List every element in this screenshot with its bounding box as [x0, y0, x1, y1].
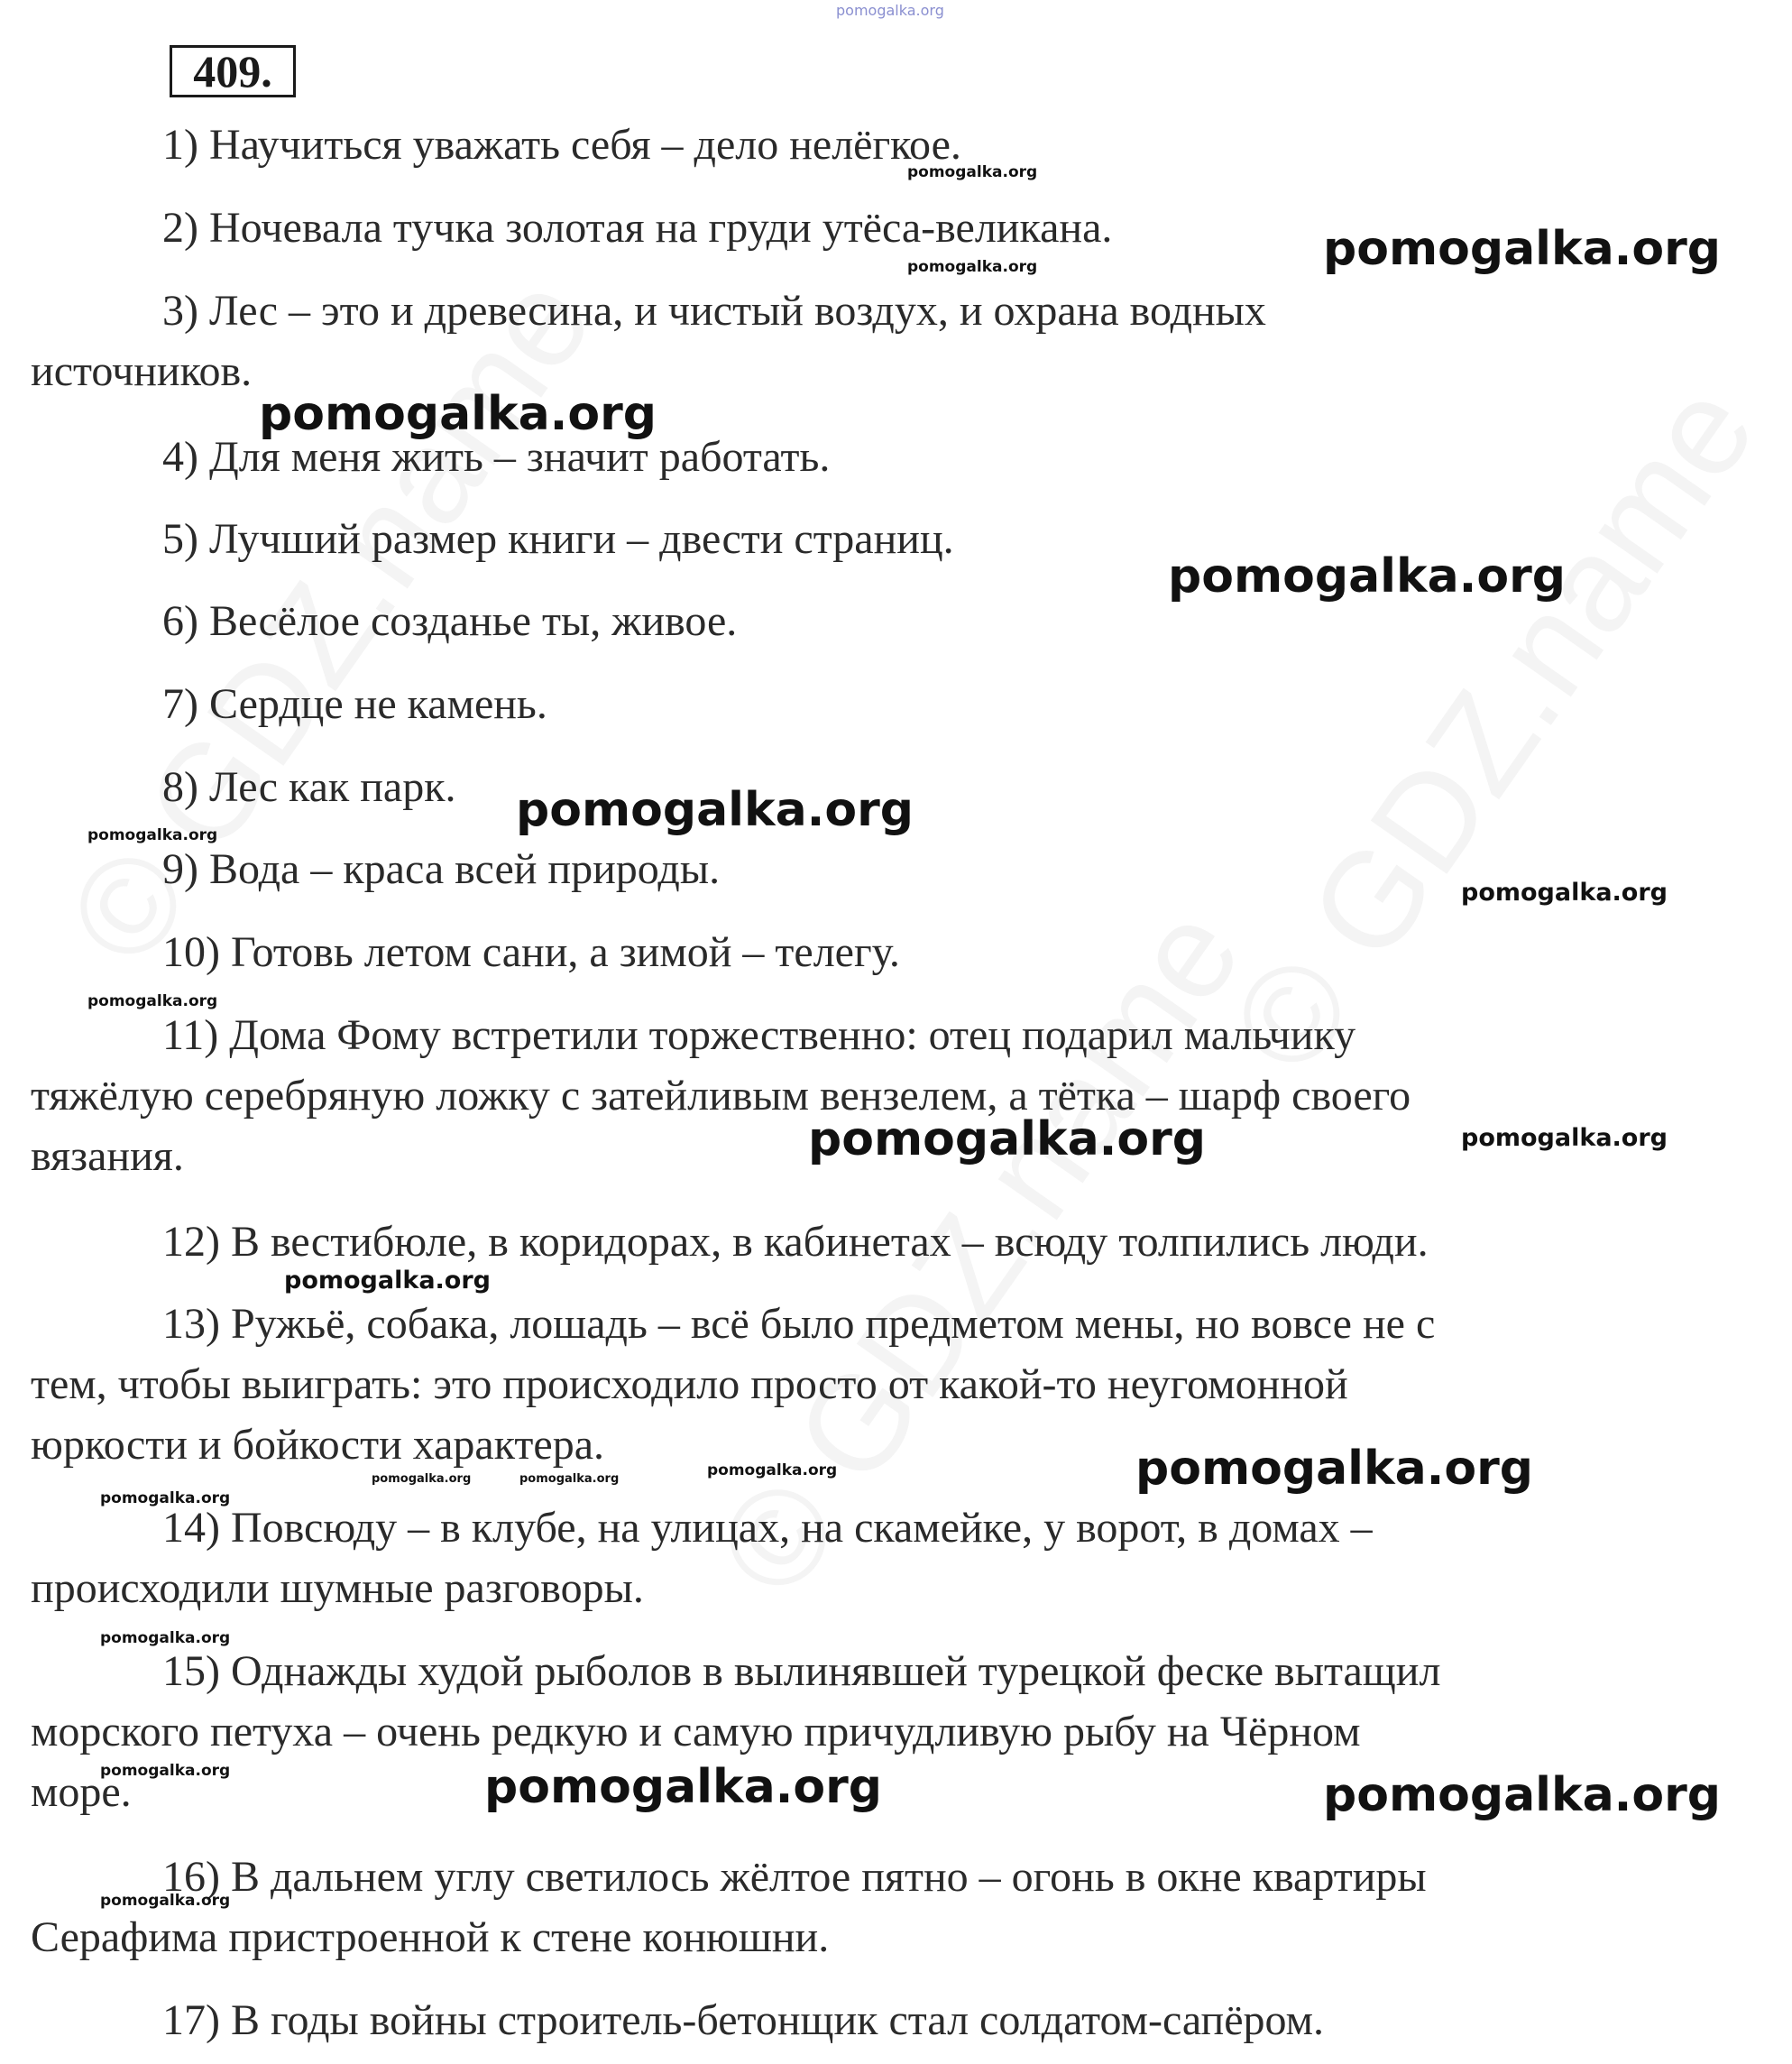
watermark-small: pomogalka.org	[100, 1489, 231, 1507]
watermark-large: pomogalka.org	[1323, 222, 1722, 276]
watermark-small: pomogalka.org	[100, 1892, 231, 1910]
sentence-15-line-2: морского петуха – очень редкую и самую причудливую рыбу на Чёрном	[31, 1708, 1361, 1755]
sentence-16-line-2: Серафима пристроенной к стене конюшни.	[31, 1913, 830, 1961]
watermark-large: pomogalka.org	[259, 387, 657, 441]
sentence-11-line-1: 11) Дома Фому встретили торжественно: отец подарил мальчику	[162, 1011, 1356, 1059]
watermark-large: pomogalka.org	[484, 1760, 883, 1814]
watermark-small: pomogalka.org	[707, 1461, 838, 1479]
sentence-5-line-1: 5) Лучший размер книги – двести страниц.	[162, 515, 954, 563]
watermark-medium: pomogalka.org	[1461, 1124, 1668, 1152]
sentence-2-line-1: 2) Ночевала тучка золотая на груди утёса-великана.	[162, 204, 1113, 252]
sentence-13-line-2: тем, чтобы выиграть: это происходило просто от какой-то неугомонной	[31, 1360, 1348, 1408]
sentence-1-line-1: 1) Научиться уважать себя – дело нелёгкое.	[162, 121, 961, 169]
sentence-11-line-3: вязания.	[31, 1132, 184, 1180]
sentence-3-line-1: 3) Лес – это и древесина, и чистый воздух, и охрана водных	[162, 287, 1266, 335]
sentence-14-line-1: 14) Повсюду – в клубе, на улицах, на скамейке, у ворот, в домах –	[162, 1504, 1373, 1552]
watermark-small: pomogalka.org	[87, 992, 218, 1010]
watermark-small: pomogalka.org	[907, 258, 1038, 276]
watermark-medium: pomogalka.org	[1461, 879, 1668, 907]
watermark-large: pomogalka.org	[808, 1112, 1207, 1166]
sentence-7-line-1: 7) Сердце не камень.	[162, 680, 547, 728]
sentence-6-line-1: 6) Весёлое созданье ты, живое.	[162, 597, 738, 645]
sentence-4-line-1: 4) Для меня жить – значит работать.	[162, 433, 831, 481]
sentence-17-line-1: 17) В годы войны строитель-бетонщик стал солдатом-сапёром.	[162, 1996, 1324, 2044]
watermark-small: pomogalka.org	[519, 1472, 620, 1486]
watermark-small: pomogalka.org	[87, 826, 218, 844]
watermark-large: pomogalka.org	[1135, 1442, 1534, 1496]
sentence-13-line-3: юркости и бойкости характера.	[31, 1421, 604, 1469]
sentence-15-line-1: 15) Однажды худой рыболов в вылинявшей турецкой феске вытащил	[162, 1647, 1441, 1695]
top-watermark: pomogalka.org	[836, 2, 944, 19]
watermark-small: pomogalka.org	[372, 1472, 472, 1486]
sentence-16-line-1: 16) В дальнем углу светилось жёлтое пятно – огонь в окне квартиры	[162, 1853, 1427, 1901]
sentence-3-line-2: источников.	[31, 347, 253, 395]
watermark-small: pomogalka.org	[100, 1762, 231, 1780]
sentence-9-line-1: 9) Вода – краса всей природы.	[162, 845, 721, 893]
watermark-large: pomogalka.org	[1323, 1768, 1722, 1822]
watermark-large: pomogalka.org	[1168, 549, 1567, 604]
watermark-medium: pomogalka.org	[284, 1267, 491, 1295]
task-number: 409.	[170, 45, 296, 97]
sentence-12-line-1: 12) В вестибюле, в коридорах, в кабинетах – всюду толпились люди.	[162, 1218, 1429, 1266]
watermark-small: pomogalka.org	[907, 163, 1038, 181]
sentence-13-line-1: 13) Ружьё, собака, лошадь – всё было предметом мены, но вовсе не с	[162, 1300, 1436, 1348]
sentence-14-line-2: происходили шумные разговоры.	[31, 1564, 644, 1612]
background-watermark	[1199, 355, 1786, 1100]
watermark-large: pomogalka.org	[516, 783, 914, 837]
sentence-8-line-1: 8) Лес как парк.	[162, 763, 456, 811]
sentence-15-line-3: море.	[31, 1768, 132, 1816]
sentence-10-line-1: 10) Готовь летом сани, а зимой – телегу.	[162, 928, 900, 976]
sentence-11-line-2: тяжёлую серебряную ложку с затейливым вензелем, а тётка – шарф своего	[31, 1072, 1411, 1120]
watermark-small: pomogalka.org	[100, 1629, 231, 1647]
